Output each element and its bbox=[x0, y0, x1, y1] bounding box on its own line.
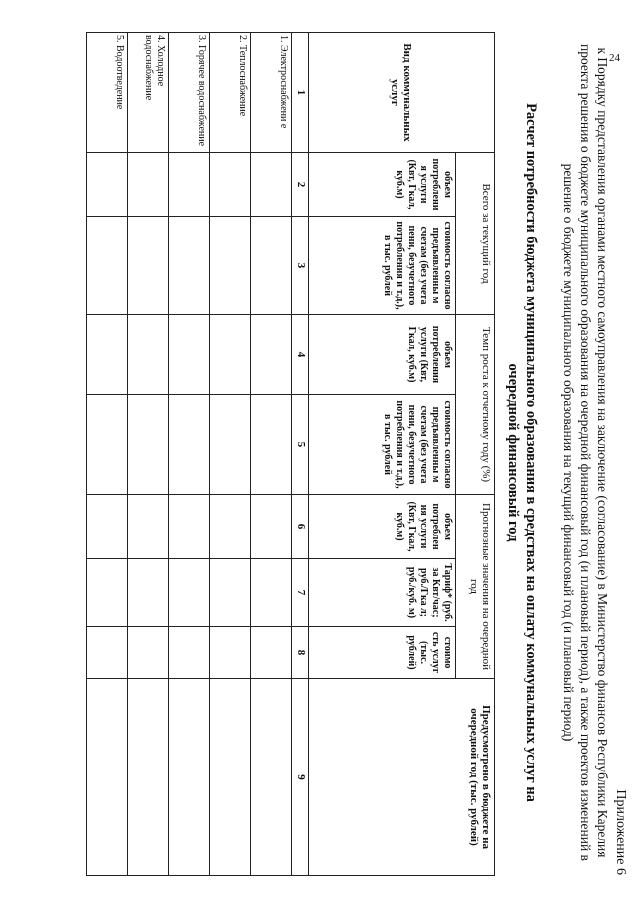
table-cell[interactable] bbox=[128, 395, 169, 495]
rotated-page-content bbox=[10, 20, 630, 885]
table-cell[interactable] bbox=[210, 495, 251, 559]
table-cell[interactable] bbox=[251, 395, 292, 495]
utilities-table bbox=[86, 32, 495, 876]
table-cell[interactable] bbox=[87, 559, 128, 627]
sub-header-forecast-cost: стоимо сть услуг (тыс. рублей) bbox=[309, 627, 456, 679]
row-label-heating: 2. Теплоснабжение bbox=[210, 33, 251, 153]
table-cell[interactable] bbox=[128, 315, 169, 395]
table-cell[interactable] bbox=[251, 153, 292, 217]
table-row bbox=[251, 33, 292, 876]
sub-header-growth-cost: стоимость согласно предъявленны м счетам (без учета пени, безучетного потребления и т.д.), в тыс. рублей bbox=[309, 395, 456, 495]
column-number-row bbox=[292, 33, 309, 876]
table-cell[interactable] bbox=[210, 315, 251, 395]
table-cell[interactable] bbox=[128, 559, 169, 627]
table-cell[interactable] bbox=[169, 679, 210, 876]
column-number: 8 bbox=[292, 627, 309, 679]
col-group-forecast: Прогнозные значения на очередной год bbox=[456, 495, 495, 679]
column-number: 9 bbox=[292, 679, 309, 876]
table-cell[interactable] bbox=[87, 679, 128, 876]
table-cell[interactable] bbox=[169, 315, 210, 395]
column-number: 2 bbox=[292, 153, 309, 217]
col-group-growth-rate: Темп роста к отчетному году (%) bbox=[456, 315, 495, 495]
table-row bbox=[128, 33, 169, 876]
table-row bbox=[169, 33, 210, 876]
table-cell[interactable] bbox=[169, 153, 210, 217]
utilities-table-wrapper bbox=[86, 32, 495, 875]
sub-header-current-volume: объем потреблени я услуги (Квт, Гкал, куб.м) bbox=[309, 153, 456, 217]
sub-header-forecast-volume: объем потреблен ия услуги (Квт, Гкал, куб.м) bbox=[309, 495, 456, 559]
table-row bbox=[87, 33, 128, 876]
table-cell[interactable] bbox=[210, 679, 251, 876]
table-cell[interactable] bbox=[251, 217, 292, 315]
sub-header-growth-volume: объем потребления услуги (Квт, Гкал, куб.м) bbox=[309, 315, 456, 395]
table-cell[interactable] bbox=[87, 153, 128, 217]
table-cell[interactable] bbox=[87, 217, 128, 315]
appendix-label: Приложение 6 bbox=[613, 789, 628, 875]
table-cell[interactable] bbox=[251, 679, 292, 876]
table-cell[interactable] bbox=[128, 679, 169, 876]
sub-header-forecast-tariff: Тариф* (руб. за Квт/час; руб./Гка л; руб./куб. м) bbox=[309, 559, 456, 627]
column-number: 5 bbox=[292, 395, 309, 495]
table-cell[interactable] bbox=[128, 217, 169, 315]
row-label-electricity: 1. Электроснабжени е bbox=[251, 33, 292, 153]
table-cell[interactable] bbox=[128, 627, 169, 679]
table-cell[interactable] bbox=[210, 153, 251, 217]
table-cell[interactable] bbox=[251, 495, 292, 559]
column-number: 4 bbox=[292, 315, 309, 395]
column-number: 3 bbox=[292, 217, 309, 315]
table-cell[interactable] bbox=[169, 217, 210, 315]
table-cell[interactable] bbox=[87, 315, 128, 395]
table-cell[interactable] bbox=[210, 217, 251, 315]
sub-header-current-cost: стоимость согласно предъявленны м счетам (без учета пени, безучетного потребления и т.д.), в тыс. рублей bbox=[309, 217, 456, 315]
table-cell[interactable] bbox=[251, 559, 292, 627]
row-label-sewerage: 5. Водоотведение bbox=[87, 33, 128, 153]
column-number: 1 bbox=[292, 33, 309, 153]
page-number: 24 bbox=[609, 52, 620, 64]
table-cell[interactable] bbox=[251, 627, 292, 679]
col-group-current-year: Всего за текущий год bbox=[456, 153, 495, 315]
column-number: 7 bbox=[292, 559, 309, 627]
table-cell[interactable] bbox=[87, 395, 128, 495]
table-cell[interactable] bbox=[210, 559, 251, 627]
table-cell[interactable] bbox=[87, 495, 128, 559]
table-cell[interactable] bbox=[169, 559, 210, 627]
table-cell[interactable] bbox=[169, 495, 210, 559]
col-header-service-type: Вид коммунальных услуг bbox=[309, 33, 495, 153]
column-number: 6 bbox=[292, 495, 309, 559]
col-header-budget: Предусмотрено в бюджете на очередной год (тыс. рублей) bbox=[309, 679, 495, 876]
table-cell[interactable] bbox=[128, 153, 169, 217]
document-title: Расчет потребности бюджета муниципального образования в средствах на оплату коммунальных услуг на очередной финансовый год bbox=[505, 103, 539, 802]
table-cell[interactable] bbox=[251, 315, 292, 395]
row-label-cold-water: 4. Холодное водоснабжение bbox=[128, 33, 169, 153]
table-cell[interactable] bbox=[169, 395, 210, 495]
table-cell[interactable] bbox=[210, 395, 251, 495]
table-cell[interactable] bbox=[87, 627, 128, 679]
row-label-hot-water: 3. Горячее водоснабжение bbox=[169, 33, 210, 153]
table-cell[interactable] bbox=[210, 627, 251, 679]
table-cell[interactable] bbox=[169, 627, 210, 679]
table-row bbox=[210, 33, 251, 876]
header-text: к Порядку представления органами местного самоуправления на заключение (согласование) в Министерство финансов Республики Карелия проекта решения о бюджете муниципального образования на очередной финансовый год (и плановый период), а также проектов изменений в решение о бюджете муниципального образования на текущий финансовый год (и плановый период) bbox=[561, 44, 610, 861]
table-cell[interactable] bbox=[128, 495, 169, 559]
